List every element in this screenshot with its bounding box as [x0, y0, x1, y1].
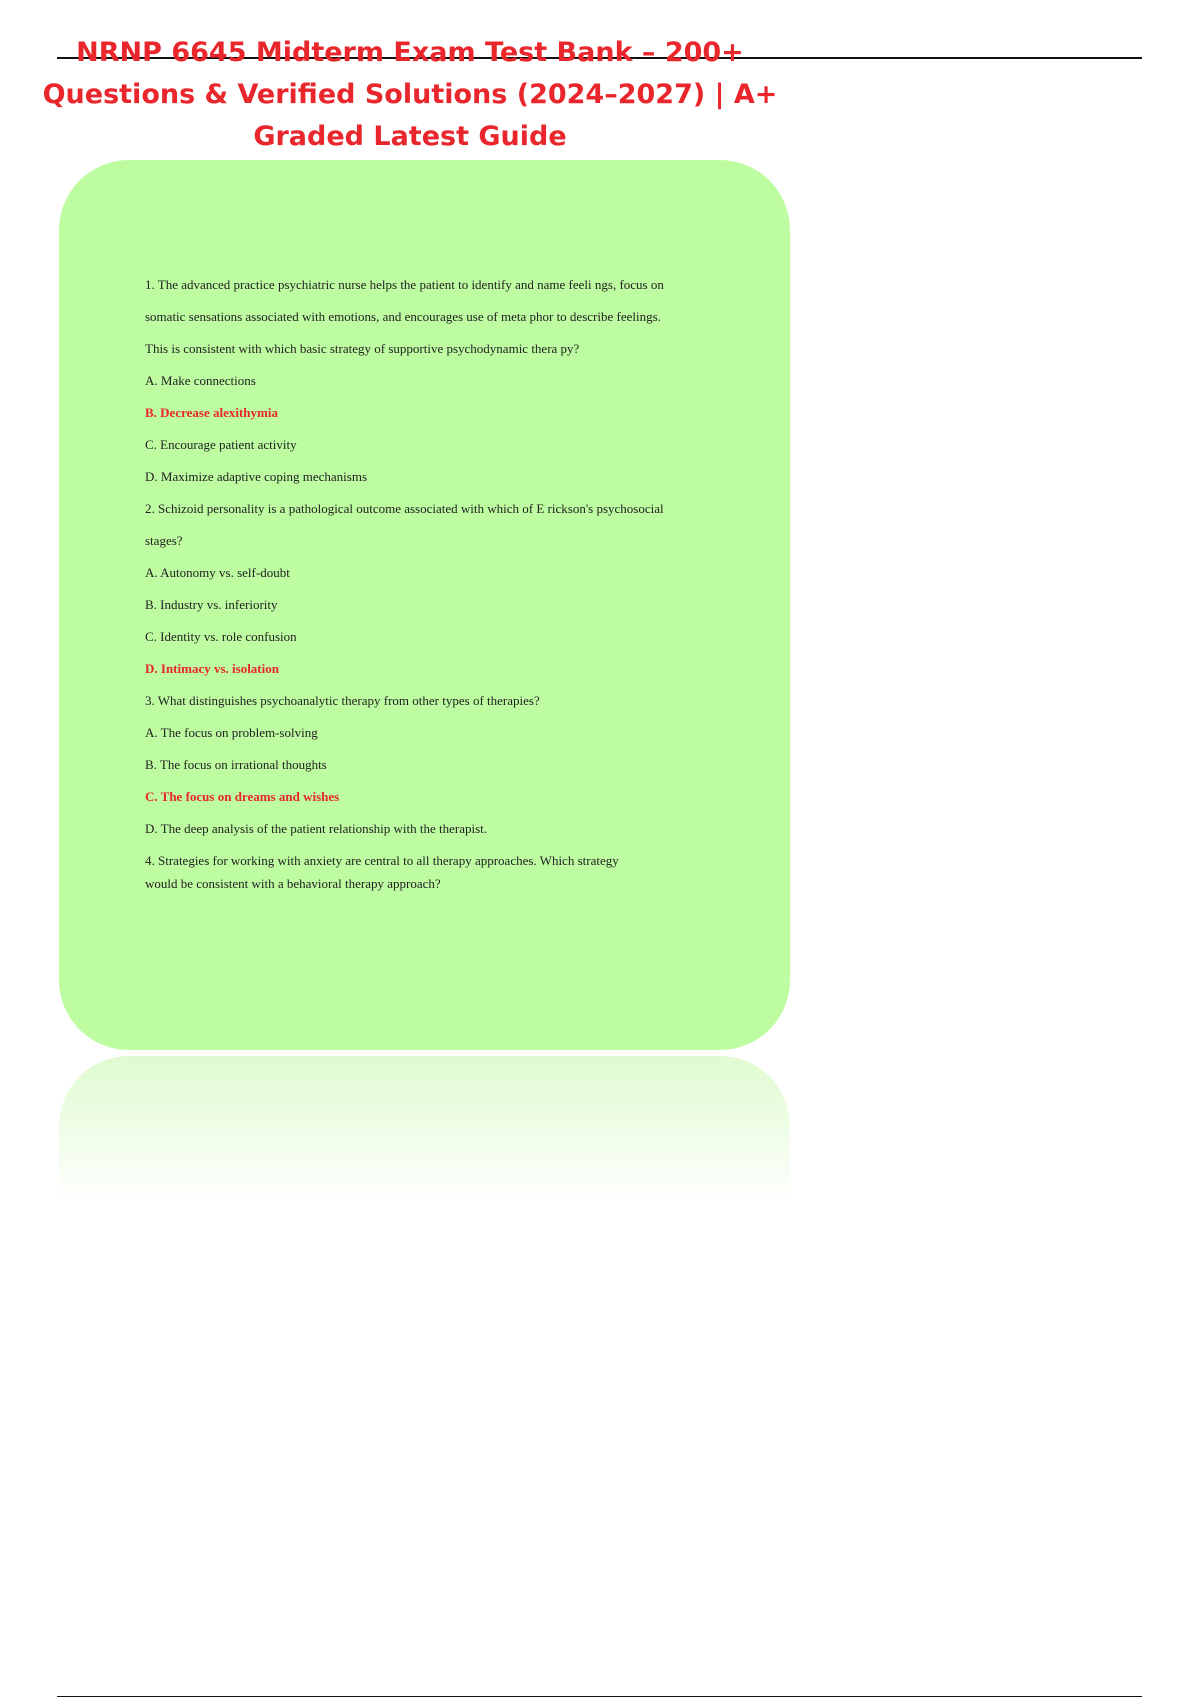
card-reflection: [59, 1056, 790, 1206]
question-stem: 4. Strategies for working with anxiety are central to all therapy approaches. Which strategy: [145, 853, 619, 868]
correct-answer-option: B. Decrease alexithymia: [145, 405, 278, 420]
answer-option: C. Identity vs. role confusion: [145, 629, 297, 644]
question-stem: 1. The advanced practice psychiatric nurse helps the patient to identify and name feeli ngs, focus on: [145, 277, 664, 292]
question-stem: somatic sensations associated with emotions, and encourages use of meta phor to describe feelings.: [145, 309, 661, 324]
footer-rule: [57, 1696, 1142, 1697]
question-stem: 2. Schizoid personality is a pathological outcome associated with which of E rickson's psychosocial: [145, 501, 664, 516]
answer-option: B. The focus on irrational thoughts: [145, 757, 327, 772]
question-stem: 3. What distinguishes psychoanalytic therapy from other types of therapies?: [145, 693, 540, 708]
question-stem: stages?: [145, 533, 183, 548]
document-title: [0, 32, 820, 158]
answer-option: A. Make connections: [145, 373, 256, 388]
answer-option: C. Encourage patient activity: [145, 437, 297, 452]
correct-answer-option: C. The focus on dreams and wishes: [145, 789, 340, 804]
question-stem: This is consistent with which basic strategy of supportive psychodynamic thera py?: [145, 341, 580, 356]
question-list: [145, 273, 755, 895]
correct-answer-option: D. Intimacy vs. isolation: [145, 661, 279, 676]
title-line: Graded Latest Guide: [253, 121, 567, 152]
title-line: NRNP 6645 Midterm Exam Test Bank – 200+: [76, 37, 744, 68]
preview-card: [59, 160, 790, 1050]
question-stem: would be consistent with a behavioral therapy approach?: [145, 876, 441, 891]
answer-option: D. The deep analysis of the patient relationship with the therapist.: [145, 821, 488, 836]
answer-option: A. Autonomy vs. self-doubt: [145, 565, 290, 580]
answer-option: B. Industry vs. inferiority: [145, 597, 278, 612]
title-line: Questions & Verified Solutions (2024–2027) | A+: [42, 79, 778, 110]
answer-option: A. The focus on problem-solving: [145, 725, 318, 740]
answer-option: D. Maximize adaptive coping mechanisms: [145, 469, 368, 484]
